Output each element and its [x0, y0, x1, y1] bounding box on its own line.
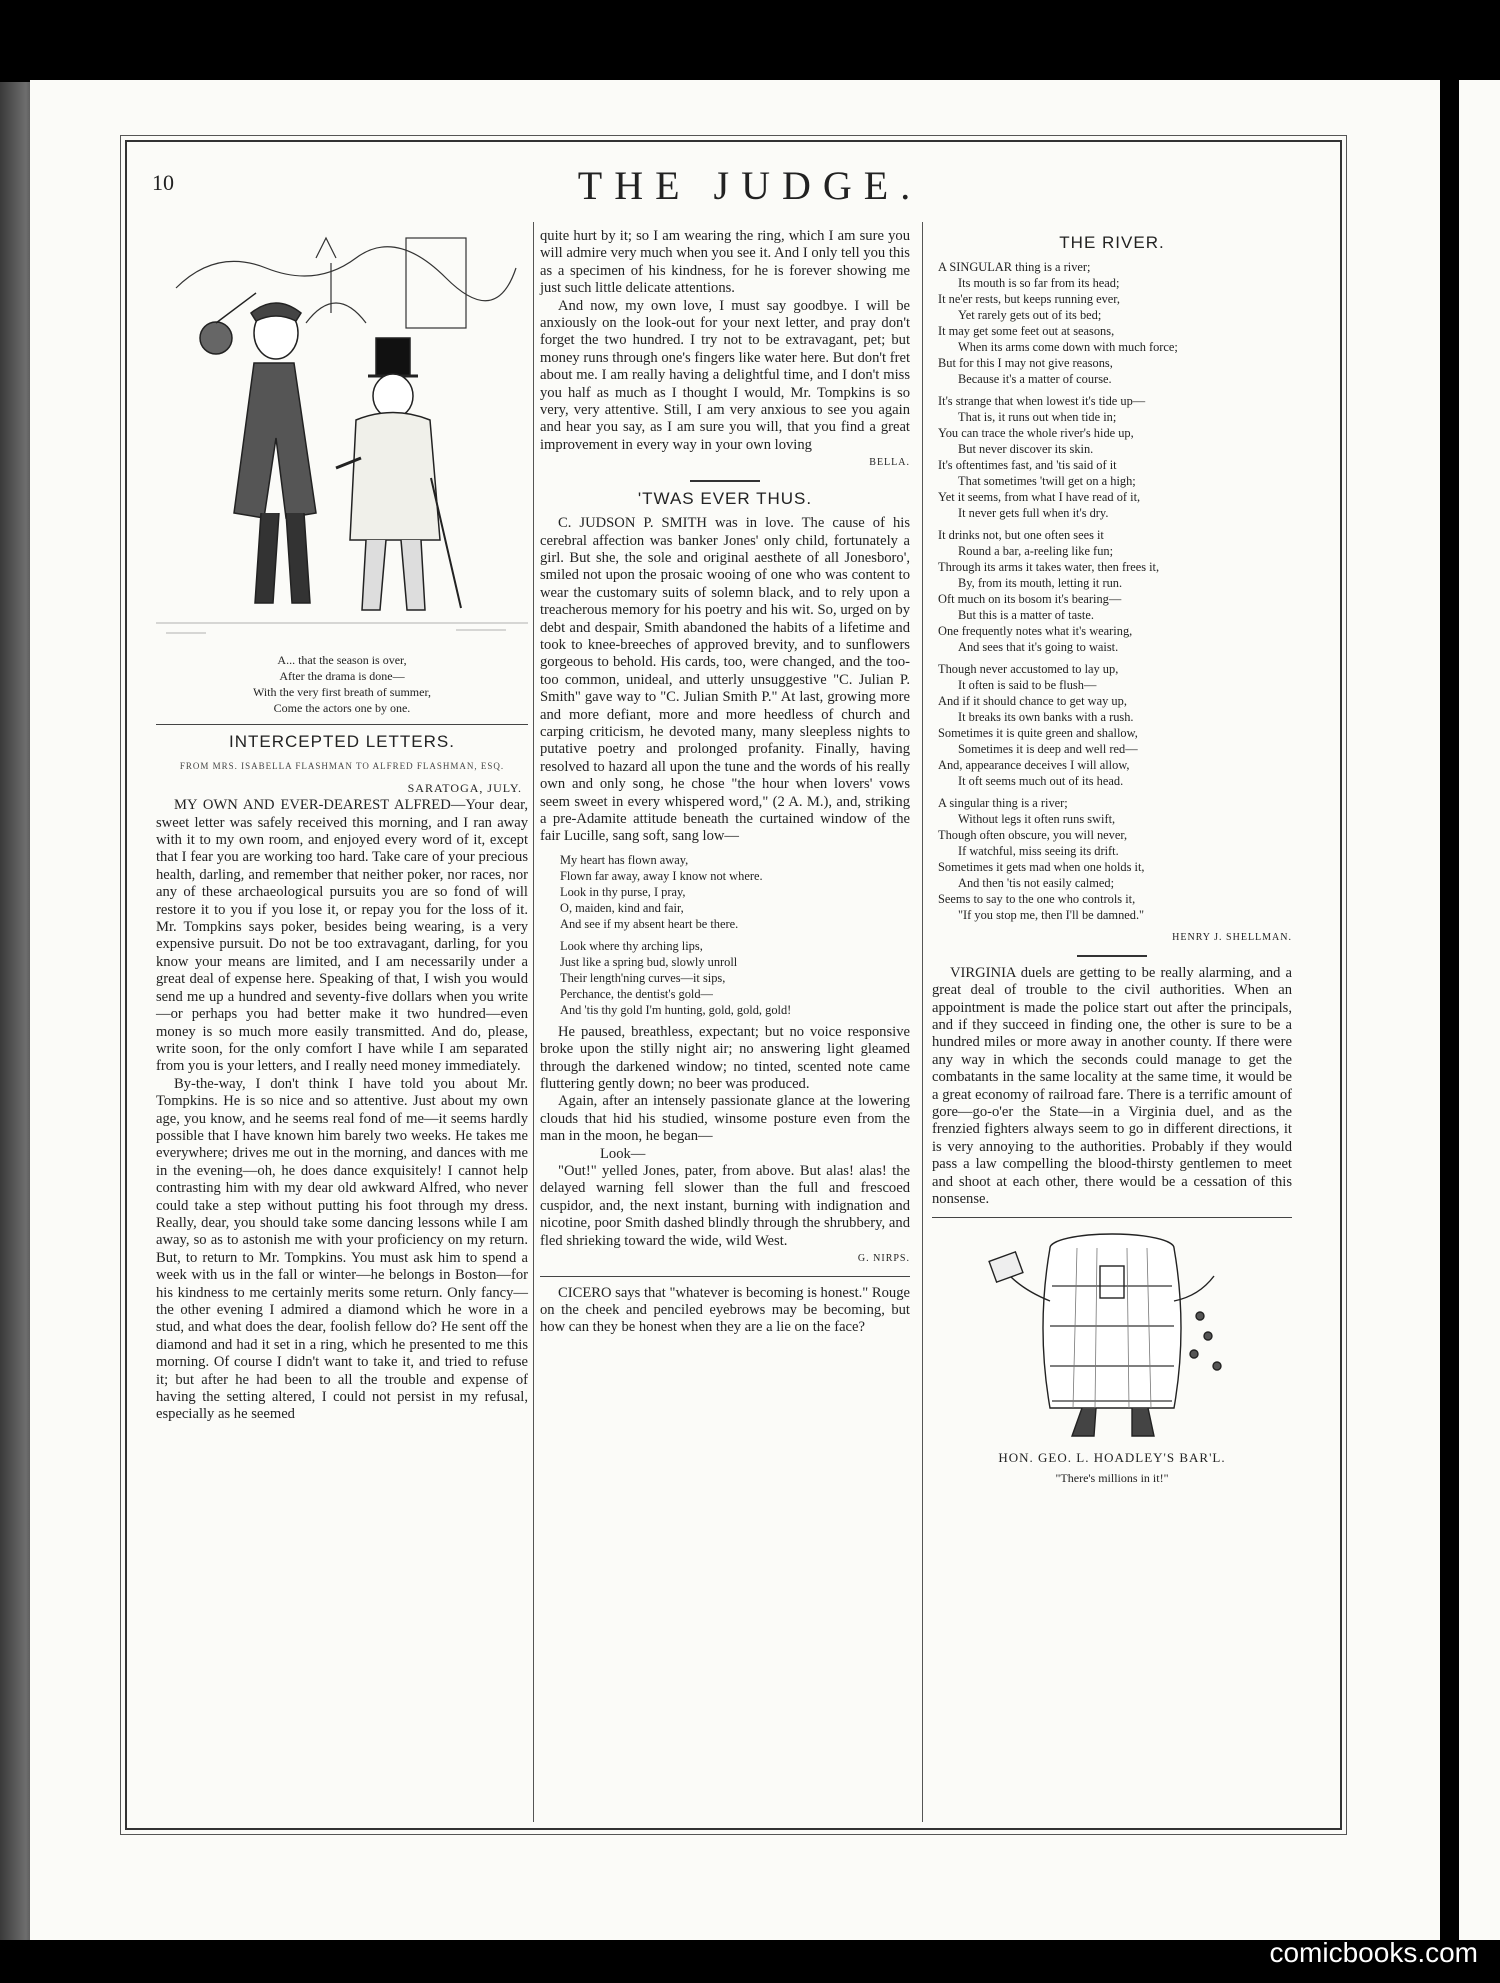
- poem-stanza: [938, 795, 1292, 923]
- caption-line: A... that the season is over,: [277, 653, 407, 667]
- poem-line: And then 'tis not easily calmed;: [958, 876, 1115, 891]
- poem-line: It often is said to be flush—: [958, 678, 1097, 693]
- poem-line: It's oftentimes fast, and 'tis said of it: [938, 458, 1117, 473]
- poem-line: Though often obscure, you will never,: [938, 828, 1128, 843]
- song-line: Their length'ning curves—it sips,: [560, 970, 726, 985]
- poem-line: One frequently notes what it's wearing,: [938, 624, 1133, 639]
- poem-line: Oft much on its bosom it's bearing—: [938, 592, 1122, 607]
- caption-line: With the very first breath of summer,: [253, 685, 431, 699]
- article-subheading: FROM MRS. ISABELLA FLASHMAN TO ALFRED FLASHMAN, ESQ.: [179, 761, 505, 772]
- poem-line: Through its arms it takes water, then frees it,: [938, 560, 1160, 575]
- river-poem: [932, 259, 1292, 923]
- article-heading: 'TWAS EVER THUS.: [637, 488, 813, 508]
- poem-line: Sometimes it is quite green and shallow,: [938, 726, 1138, 741]
- paragraph: Look—: [600, 1145, 646, 1162]
- poem-line: And, appearance deceives I will allow,: [938, 758, 1130, 773]
- poem-line: It may get some feet out at seasons,: [938, 324, 1115, 339]
- paragraph: CICERO says that "whatever is becoming is honest." Rouge on the cheek and penciled eyebrows may be becoming, but how can they be honest when they are a lie on the face?: [540, 1284, 910, 1336]
- song-line: My heart has flown away,: [560, 852, 689, 867]
- poem-line: Yet rarely gets out of its bed;: [958, 308, 1102, 323]
- illustration-caption: [156, 652, 528, 716]
- divider: [540, 1276, 910, 1277]
- column-3: [932, 228, 1292, 1490]
- poem-line: You can trace the whole river's hide up,: [938, 426, 1134, 441]
- dateline: SARATOGA, JULY.: [407, 780, 522, 795]
- poem-line: It breaks its own banks with a rush.: [958, 710, 1134, 725]
- poem-stanza: [938, 527, 1292, 655]
- poem-line: Yet it seems, from what I have read of it,: [938, 490, 1141, 505]
- poem-line: "If you stop me, then I'll be damned.": [958, 908, 1145, 923]
- poem-line: If watchful, miss seeing its drift.: [958, 844, 1119, 859]
- paragraph: VIRGINIA duels are getting to be really alarming, and a great deal of trouble to the civil authorities. When an appointment is made the police start out after the principals, and if they succeed in finding one, the other is sure to be a hundred miles or more away in another county. If there were any way in which the seconds could manage to get the combatants in the same locality at the same time, it would be a great economy of railroad fare. There is a terrific amount of gore—go-o'er the State—in a Virginia duel, and as the frenzied fighters always seem to go in different directions, it is very annoying to the authorities. Probably if they would pass a law compelling the blood-thirsty gentlemen to meet and shoot at each other, there would be a cessation of this nonsense.: [932, 964, 1292, 1208]
- barrel-cartoon: [932, 1226, 1292, 1446]
- poem-line: Though never accustomed to lay up,: [938, 662, 1119, 677]
- poem-line: And if it should chance to get way up,: [938, 694, 1127, 709]
- paragraph: And now, my own love, I must say goodbye. I will be anxiously on the look-out for your next letter, and pray don't forget the two hundred. I try not to be extravagant, pet; but money runs through one's fingers like water here. But don't fret about me. I am really having a delightful time, and I don't miss you half as much as I thought I would, Mr. Tompkins is so very, very attentive. Still, I am very anxious to see you again and hear you say, as I am sure you will, that you find a great improvement in every way in your own loving: [540, 297, 910, 453]
- song-line: And 'tis thy gold I'm hunting, gold, gold, gold!: [560, 1002, 792, 1017]
- poem-line: But for this I may not give reasons,: [938, 356, 1113, 371]
- caption-line: Come the actors one by one.: [273, 701, 411, 715]
- poem-line: It never gets full when it's dry.: [958, 506, 1109, 521]
- poem-line: A SINGULAR thing is a river;: [938, 260, 1091, 275]
- poem-stanza: [938, 393, 1292, 521]
- song-line: Look in thy purse, I pray,: [560, 884, 686, 899]
- article-heading: INTERCEPTED LETTERS.: [229, 732, 455, 751]
- masthead: THE JUDGE.: [577, 163, 923, 208]
- divider: [690, 480, 760, 482]
- poem-line: Round a bar, a-reeling like fun;: [958, 544, 1114, 559]
- song-line: And see if my absent heart be there.: [560, 916, 739, 931]
- poem-line: That is, it runs out when tide in;: [958, 410, 1117, 425]
- column-1: [156, 228, 528, 1424]
- poem-line: It oft seems much out of its head.: [958, 774, 1124, 789]
- poem-line: Seems to say to the one who controls it,: [938, 892, 1136, 907]
- caption-line: After the drama is done—: [279, 669, 405, 683]
- poem-line: And sees that it's going to waist.: [958, 640, 1119, 655]
- poem-stanza: [938, 661, 1292, 789]
- poem-line: A singular thing is a river;: [938, 796, 1068, 811]
- paragraph: He paused, breathless, expectant; but no voice responsive broke upon the stilly night air; no answering light gleamed through the darkened window; no tinted, scented note came fluttering gently down; no beer was produced.: [540, 1023, 910, 1093]
- paragraph: "Out!" yelled Jones, pater, from above. But alas! alas! the delayed warning fell slower than the full and frescoed cuspidor, and, the next instant, burning with indignation and nicotine, poor Smith dashed blindly through the shrubbery, and fled shrieking toward the wide, wild West.: [540, 1163, 910, 1249]
- poem-line: It's strange that when lowest it's tide up—: [938, 394, 1146, 409]
- watermark: comicbooks.com: [1269, 1937, 1478, 1968]
- poem-stanza: [938, 259, 1292, 387]
- paragraph: quite hurt by it; so I am wearing the ring, which I am sure you will admire very much when you see it. And I only tell you this as a specimen of his kindness, for he is forever showing me just such little delicate attentions.: [540, 228, 910, 297]
- cartoon-quote: "There's millions in it!": [1055, 1470, 1169, 1485]
- poem-line: It ne'er rests, but keeps running ever,: [938, 292, 1121, 307]
- song-line: Look where thy arching lips,: [560, 938, 703, 953]
- column-rule: [922, 222, 923, 1822]
- poem-line: But never discover its skin.: [958, 442, 1094, 457]
- signature: BELLA.: [869, 457, 910, 469]
- poem-line: Sometimes it gets mad when one holds it,: [938, 860, 1145, 875]
- poem-line: It drinks not, but one often sees it: [938, 528, 1104, 543]
- column-2: [540, 228, 910, 1337]
- poem-line: That sometimes 'twill get on a high;: [958, 474, 1136, 489]
- song-line: Flown far away, away I know not where.: [560, 868, 763, 883]
- paragraph: MY OWN AND EVER-DEAREST ALFRED—Your dear, sweet letter was safely received this morning, and I ran away with it to my own room, and enjoyed every word of it, except that I fear you are working too hard. Take care of your precious health, darling, and remember that neither poker, nor races, nor any of these archaeological pursuits you are so fond of will restore it to you if you lose it, or repay you for the loss of it. Mr. Tompkins says poker, besides being wearing, is a very expensive pursuit. Do not be too extravagant, darling, for you know your means are limited, and I am necessarily under a great deal of expense here. Speaking of that, I wish you would send me up a hundred and seventy-five dollars when you write—or perhaps you had better make it two hundred—even money is so much more easily transmitted. And do, please, write soon, for the only comfort I have while I am separated from you is your letters, and I really need money immediately.: [156, 797, 528, 1075]
- paragraph: C. JUDSON P. SMITH was in love. The cause of his cerebral affection was banker Jones' only child, fortunately a girl. But she, the sole and original aesthete of all Jonesboro', smiled not upon the prosaic wooing of one who was content to wear the customary suits of solemn black, and to rely upon a treacherous memory for his poetry and his wit. So, urged on by debt and despair, Smith abandoned the habits of a lifetime and took to knee-breeches of approved brevity, and to sunflowers gorgeous to behold. His cards, too, were changed, and the too-too common, unideal, and utterly unsuggestive "C. Julian P. Smith" gave way to "C. Julian Smith P." At last, growing more and more defiant, more and more heedless of church and carping criticism, he devoted many, many sleepless nights to putative poetry and prolonged profanity. Finally, having resolved to hazard all upon the tune and the words of his really own and only song, he chose "the hour when lovers' vows seem sweet in every whispered word," (2 A. M.), and, striking a pre-Adamite attitude beneath the curtained window of the fair Lucille, sang soft, sang low—: [540, 515, 910, 845]
- divider: [932, 1217, 1292, 1218]
- cartoon-caption: HON. GEO. L. HOADLEY'S BAR'L.: [998, 1449, 1226, 1465]
- song-line: Perchance, the dentist's gold—: [560, 986, 713, 1001]
- poem-line: But this is a matter of taste.: [958, 608, 1094, 623]
- poem-signature: HENRY J. SHELLMAN.: [1172, 932, 1292, 944]
- divider: [156, 724, 528, 725]
- poem-title: THE RIVER.: [1059, 233, 1165, 252]
- song-line: O, maiden, kind and fair,: [560, 900, 684, 915]
- poem-line: When its arms come down with much force;: [958, 340, 1178, 355]
- paragraph: Again, after an intensely passionate glance at the lowering clouds that hid his studied, winsome posture even from the man in the moon, he began—: [540, 1093, 910, 1145]
- song-line: Just like a spring bud, slowly unroll: [560, 954, 738, 969]
- poem-line: By, from its mouth, letting it run.: [958, 576, 1123, 591]
- poem-line: Without legs it often runs swift,: [958, 812, 1116, 827]
- divider: [1077, 955, 1147, 957]
- column-rule: [533, 222, 534, 1822]
- poem-line: Sometimes it is deep and well red—: [958, 742, 1138, 757]
- poem-line: Its mouth is so far from its head;: [958, 276, 1120, 291]
- page-number: 10: [152, 170, 174, 195]
- actors-illustration: [156, 228, 528, 648]
- next-page-edge: [1456, 80, 1500, 1940]
- paragraph: By-the-way, I don't think I have told you about Mr. Tompkins. He is so nice and so attentive. Just about my own age, you know, and he seems real fond of me—it seems hardly possible that I have known him barely two weeks. He takes me everywhere; drives me out in the morning, and dances with me in the evening—oh, he does dance exquisitely! I cannot help contrasting him with my dear old awkward Alfred, who never could take a step without putting his foot through my dress. Really, dear, you should take some dancing lessons while I am away, so as to astonish me with your proficiency on my return. But, to return to Mr. Tompkins. You must ask him to spend a week with us in the fall or winter—he belongs in Boston—for his kindness to me certainly merits some return. Only fancy—the other evening I admired a diamond which he wore in a stud, and what does the dear, foolish fellow do? He sent off the diamond and had it set in a ring, which he presented to me this morning. Of course I didn't want to take it, and tried to refuse it; but after he had been to all the trouble and expense of having the setting altered, I could not persist in my refusal, especially as he seemed: [156, 1075, 528, 1423]
- signature: G. NIRPS.: [857, 1253, 910, 1265]
- poem-line: Because it's a matter of course.: [958, 372, 1112, 387]
- song-stanza: [560, 852, 910, 932]
- song-stanza: [560, 938, 910, 1018]
